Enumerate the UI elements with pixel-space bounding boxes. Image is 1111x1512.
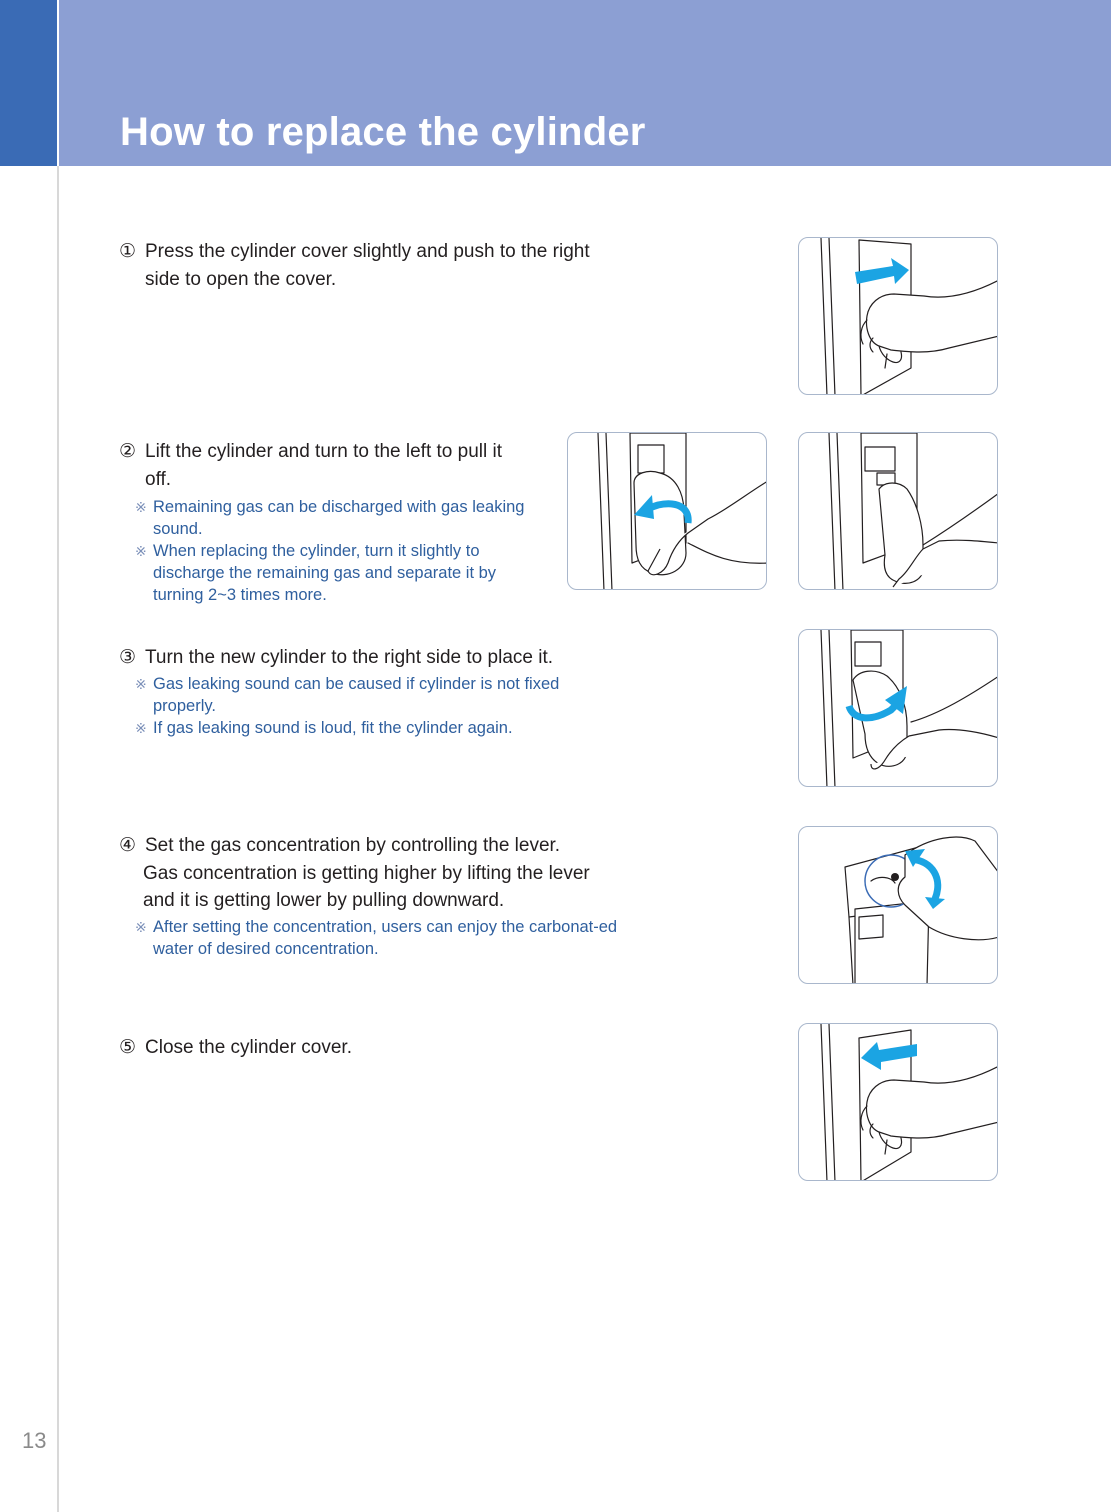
note-mark: ※ [135, 676, 147, 692]
note-text: When replacing the cylinder, turn it slightly to discharge the remaining gas and separate it by turning 2~3 times more. [153, 542, 497, 604]
step-5 [119, 1034, 619, 1062]
margin-rule [57, 166, 59, 1512]
step-4 [119, 832, 639, 960]
figure-cylinder-removed [798, 432, 998, 590]
page-title: How to replace the cylinder [120, 110, 646, 154]
step-3 [119, 644, 599, 739]
note [119, 673, 599, 717]
note [119, 540, 531, 606]
figure-turn-right-place [798, 629, 998, 787]
figure-close-cover [798, 1023, 998, 1181]
step-number: ① [119, 241, 137, 262]
step-number: ③ [119, 647, 137, 668]
note-mark: ※ [135, 919, 147, 935]
note-text: Gas leaking sound can be caused if cylinder is not fixed properly. [153, 675, 560, 715]
figure-open-cover [798, 237, 998, 395]
note-text: If gas leaking sound is loud, fit the cylinder again. [153, 719, 513, 737]
note [119, 717, 599, 739]
note-mark: ※ [135, 543, 147, 559]
accent-bar [0, 0, 57, 166]
figure-lift-turn-left [567, 432, 767, 590]
note-mark: ※ [135, 720, 147, 736]
step-1 [119, 238, 619, 294]
step-number: ⑤ [119, 1037, 137, 1058]
step-number: ② [119, 441, 137, 462]
note [119, 916, 633, 960]
step-2 [119, 438, 531, 606]
page-number: 13 [22, 1428, 47, 1453]
step-text: Set the gas concentration by controlling the lever. [145, 835, 561, 856]
note-text: After setting the concentration, users can enjoy the carbonat-ed water of desired concentration. [153, 918, 618, 958]
open-cover-illustration [799, 238, 998, 395]
step-text: Close the cylinder cover. [145, 1037, 352, 1058]
step-text: Lift the cylinder and turn to the left to pull it off. [145, 441, 502, 490]
step-subtext: Gas concentration is getting higher by lifting the lever and it is getting lower by pulling downward. [143, 863, 590, 911]
step-text: Turn the new cylinder to the right side to place it. [145, 647, 554, 668]
figure-lever-adjust [798, 826, 998, 984]
step-number: ④ [119, 835, 137, 856]
note [119, 496, 531, 540]
step-text: Press the cylinder cover slightly and push to the right side to open the cover. [145, 241, 590, 290]
note-mark: ※ [135, 499, 147, 515]
note-text: Remaining gas can be discharged with gas leaking sound. [153, 498, 525, 538]
